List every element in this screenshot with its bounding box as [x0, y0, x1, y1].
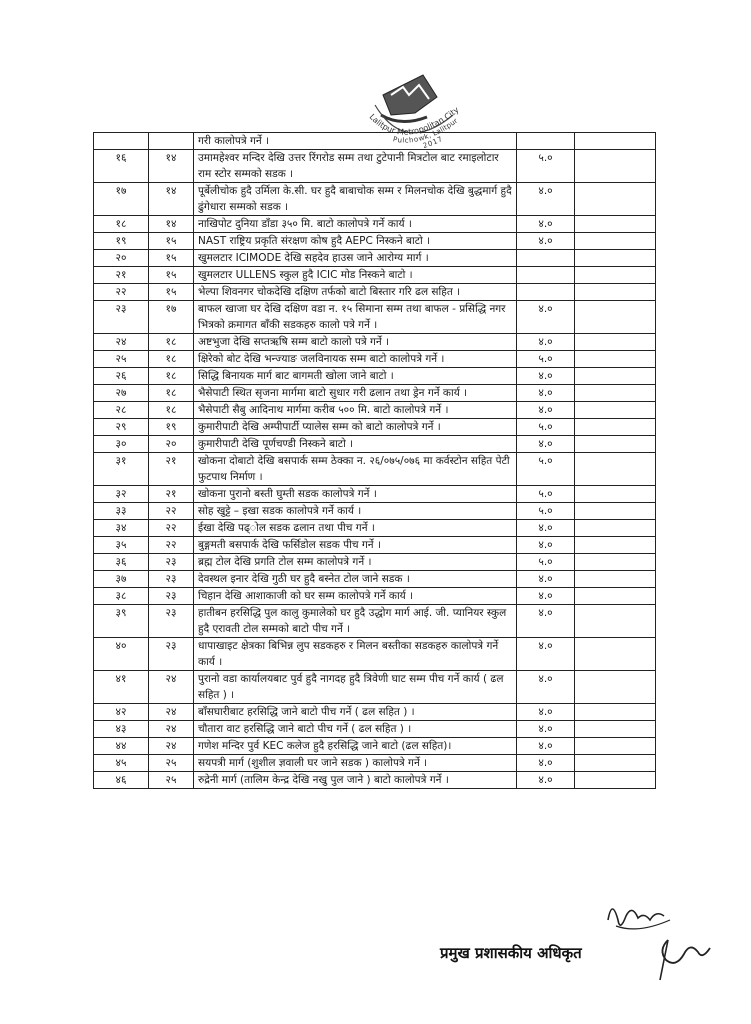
amount-cell: ४.० — [517, 571, 575, 588]
table-row — [94, 267, 656, 284]
remarks-cell — [575, 638, 656, 671]
description-cell: देवस्थल इनार देखि गुठी घर हुदै बस्नेत टोल जाने सडक । — [194, 571, 517, 588]
table-row — [94, 554, 656, 571]
description-cell: खोकना दोबाटो देखि बसपार्क सम्म ठेक्का न. २६/०७५/०७६ मा कर्वस्टोन सहित पेटी फुटपाथ निर्माण । — [194, 453, 517, 486]
description-cell: चौतारा वाट हरसिद्धि जाने बाटो पीच गर्ने ( ढल सहित ) । — [194, 721, 517, 738]
remarks-cell — [575, 368, 656, 385]
remarks-cell — [575, 520, 656, 537]
description-cell: क्षिरेको बोट देखि भन्ज्याङ जलविनायक सम्म बाटो कालोपत्रे गर्ने । — [194, 351, 517, 368]
remarks-cell — [575, 216, 656, 233]
ward-number-cell: १५ — [149, 284, 194, 301]
ward-number-cell: २४ — [149, 738, 194, 755]
remarks-cell — [575, 671, 656, 704]
description-cell: बाफल खाजा घर देखि दक्षिण वडा न. १५ सिमाना सम्म तथा बाफल - प्रसिद्धि नगर भित्रको क्रमागत बाँकी सडकहरु कालो पत्रे गर्ने । — [194, 301, 517, 334]
serial-number-cell: २९ — [94, 419, 149, 436]
table-row — [94, 755, 656, 772]
remarks-cell — [575, 402, 656, 419]
description-cell: ईखा देखि पढ्ोल सडक ढलान तथा पीच गर्ने । — [194, 520, 517, 537]
table-row — [94, 334, 656, 351]
description-cell: खोकना पुरानो बस्ती घुम्ती सडक कालोपत्रे गर्ने । — [194, 486, 517, 503]
projects-table-body — [94, 133, 656, 789]
table-row — [94, 503, 656, 520]
serial-number-cell: ३१ — [94, 453, 149, 486]
description-cell: अष्टभुजा देखि सप्तऋषि सम्म बाटो कालो पत्रे गर्ने । — [194, 334, 517, 351]
table-row — [94, 436, 656, 453]
serial-number-cell: ४० — [94, 638, 149, 671]
serial-number-cell: ३५ — [94, 537, 149, 554]
amount-cell: ४.० — [517, 721, 575, 738]
table-row — [94, 588, 656, 605]
serial-number-cell: २४ — [94, 334, 149, 351]
serial-number-cell: ३७ — [94, 571, 149, 588]
amount-cell: ४.० — [517, 233, 575, 250]
description-cell: गरी कालोपत्रे गर्ने । — [194, 133, 517, 150]
ward-number-cell: २५ — [149, 772, 194, 789]
amount-cell: ४.० — [517, 385, 575, 402]
serial-number-cell: १८ — [94, 216, 149, 233]
ward-number-cell: २३ — [149, 588, 194, 605]
amount-cell: ५.० — [517, 503, 575, 520]
amount-cell: ५.० — [517, 351, 575, 368]
remarks-cell — [575, 334, 656, 351]
ward-number-cell: २३ — [149, 605, 194, 638]
serial-number-cell — [94, 133, 149, 150]
description-cell: भेल्पा शिवनगर चोकदेखि दक्षिण तर्फको बाटो बिस्तार गरि ढल सहित । — [194, 284, 517, 301]
amount-cell: ४.० — [517, 738, 575, 755]
amount-cell: ४.० — [517, 704, 575, 721]
table-row — [94, 738, 656, 755]
serial-number-cell: ३३ — [94, 503, 149, 520]
description-cell: रुद्रेनी मार्ग (तालिम केन्द्र देखि नखु पुल जाने ) बाटो कालोपत्रे गर्ने । — [194, 772, 517, 789]
description-cell: गणेश मन्दिर पुर्व KEC कलेज हुदै हरसिद्धि जाने बाटो (ढल सहित)। — [194, 738, 517, 755]
description-cell: भैसेपाटी स्थित सृजना मार्गमा बाटो सुधार गरी ढलान तथा ड्रेन गर्ने कार्य । — [194, 385, 517, 402]
ward-number-cell: २४ — [149, 704, 194, 721]
remarks-cell — [575, 605, 656, 638]
serial-number-cell: २२ — [94, 284, 149, 301]
ward-number-cell: १८ — [149, 351, 194, 368]
amount-cell: ४.० — [517, 588, 575, 605]
serial-number-cell: ३२ — [94, 486, 149, 503]
amount-cell — [517, 284, 575, 301]
table-row — [94, 301, 656, 334]
seal-text-line: 2017 — [422, 135, 444, 150]
serial-number-cell: २० — [94, 250, 149, 267]
description-cell: पूर्बेलीचोक हुदै उर्मिला के.सी. घर हुदै बाबाचोक सम्म र मिलनचोक देखि बुद्धमार्ग हुदै ढुंगेधारा सम्मको सडक । — [194, 183, 517, 216]
remarks-cell — [575, 503, 656, 520]
description-cell: उमामहेश्वर मन्दिर देखि उत्तर रिंगरोड सम्म तथा टुटेपानी मित्रटोल बाट रमाइलोटार राम स्टोर सम्मको सडक । — [194, 150, 517, 183]
serial-number-cell: ३९ — [94, 605, 149, 638]
table-row — [94, 233, 656, 250]
ward-number-cell: २२ — [149, 520, 194, 537]
remarks-cell — [575, 486, 656, 503]
table-row — [94, 368, 656, 385]
remarks-cell — [575, 419, 656, 436]
table-row — [94, 385, 656, 402]
description-cell: बाँसघारीबाट हरसिद्धि जाने बाटो पीच गर्ने ( ढल सहित ) । — [194, 704, 517, 721]
description-cell: बुङ्गमती बसपार्क देखि फर्सिडोल सडक पीच गर्ने । — [194, 537, 517, 554]
table-row — [94, 605, 656, 638]
seal-text-line: Pulchowk, Lalitpur — [392, 116, 460, 145]
amount-cell — [517, 267, 575, 284]
remarks-cell — [575, 233, 656, 250]
ward-number-cell: २५ — [149, 755, 194, 772]
remarks-cell — [575, 284, 656, 301]
serial-number-cell: ३४ — [94, 520, 149, 537]
serial-number-cell: २३ — [94, 301, 149, 334]
description-cell: चिहान देखि आशाकाजी को घर सम्म कालोपत्रे गर्ने कार्य । — [194, 588, 517, 605]
table-row — [94, 351, 656, 368]
description-cell: हातीबन हरसिद्धि पुल कालु कुमालेको घर हुदै उद्धोग मार्ग आई. जी. प्यानियर स्कुल हुदै एरावती टोल सम्मको बाटो पीच गर्ने । — [194, 605, 517, 638]
serial-number-cell: ४४ — [94, 738, 149, 755]
amount-cell: ४.० — [517, 368, 575, 385]
ward-number-cell: २४ — [149, 671, 194, 704]
table-row — [94, 704, 656, 721]
remarks-cell — [575, 704, 656, 721]
serial-number-cell: २१ — [94, 267, 149, 284]
amount-cell — [517, 133, 575, 150]
serial-number-cell: ४६ — [94, 772, 149, 789]
description-cell: सयपत्री मार्ग (शुशील ज्ञवाली घर जाने सडक ) कालोपत्रे गर्ने । — [194, 755, 517, 772]
ward-number-cell: १५ — [149, 233, 194, 250]
serial-number-cell: १६ — [94, 150, 149, 183]
table-row — [94, 250, 656, 267]
serial-number-cell: ३८ — [94, 588, 149, 605]
remarks-cell — [575, 351, 656, 368]
remarks-cell — [575, 150, 656, 183]
table-row — [94, 721, 656, 738]
amount-cell: ४.० — [517, 772, 575, 789]
remarks-cell — [575, 301, 656, 334]
ward-number-cell: २२ — [149, 503, 194, 520]
amount-cell: ४.० — [517, 755, 575, 772]
remarks-cell — [575, 755, 656, 772]
ward-number-cell: २३ — [149, 554, 194, 571]
serial-number-cell: ४१ — [94, 671, 149, 704]
table-row — [94, 150, 656, 183]
description-cell: भैसेपाटी सैबु आदिनाथ मार्गमा करीब ५०० मि. बाटो कालोपत्रे गर्ने । — [194, 402, 517, 419]
remarks-cell — [575, 554, 656, 571]
description-cell: कुमारीपाटी देखि अम्पीपार्टी प्यालेस सम्म को बाटो कालोपत्रे गर्ने । — [194, 419, 517, 436]
ward-number-cell: २२ — [149, 537, 194, 554]
remarks-cell — [575, 453, 656, 486]
table-row — [94, 486, 656, 503]
ward-number-cell: २४ — [149, 721, 194, 738]
amount-cell: ५.० — [517, 419, 575, 436]
amount-cell: ४.० — [517, 216, 575, 233]
serial-number-cell: २६ — [94, 368, 149, 385]
table-row — [94, 216, 656, 233]
description-cell: NAST राष्ट्रिय प्रकृति संरक्षण कोष हुदै AEPC निस्कने बाटो । — [194, 233, 517, 250]
ward-number-cell: १८ — [149, 368, 194, 385]
description-cell: कुमारीपाटी देखि पूर्णचण्डी निस्कने बाटो । — [194, 436, 517, 453]
ward-number-cell: १७ — [149, 301, 194, 334]
ward-number-cell: १८ — [149, 334, 194, 351]
table-row — [94, 520, 656, 537]
remarks-cell — [575, 738, 656, 755]
table-row — [94, 133, 656, 150]
remarks-cell — [575, 183, 656, 216]
ward-number-cell: २० — [149, 436, 194, 453]
table-row — [94, 419, 656, 436]
table-row — [94, 638, 656, 671]
ward-number-cell: १५ — [149, 250, 194, 267]
description-cell: खुमलटार ICIMODE देखि सहदेव हाउस जाने आरोग्य मार्ग । — [194, 250, 517, 267]
remarks-cell — [575, 436, 656, 453]
remarks-cell — [575, 571, 656, 588]
amount-cell: ५.० — [517, 150, 575, 183]
handwritten-signature — [598, 890, 718, 990]
description-cell: सिद्धि बिनायक मार्ग बाट बागमती खोला जाने बाटो । — [194, 368, 517, 385]
remarks-cell — [575, 721, 656, 738]
serial-number-cell: १७ — [94, 183, 149, 216]
serial-number-cell: २५ — [94, 351, 149, 368]
projects-table — [93, 132, 656, 789]
seal-text-line: Lalitpur Metropolitan City — [367, 105, 461, 137]
amount-cell: ४.० — [517, 638, 575, 671]
amount-cell: ४.० — [517, 436, 575, 453]
ward-number-cell: १८ — [149, 402, 194, 419]
table-row — [94, 537, 656, 554]
amount-cell: ५.० — [517, 554, 575, 571]
amount-cell: ४.० — [517, 537, 575, 554]
amount-cell: ४.० — [517, 301, 575, 334]
ward-number-cell: २३ — [149, 638, 194, 671]
serial-number-cell: ४२ — [94, 704, 149, 721]
ward-number-cell: १५ — [149, 267, 194, 284]
amount-cell: ५.० — [517, 453, 575, 486]
serial-number-cell: ४५ — [94, 755, 149, 772]
serial-number-cell: ३६ — [94, 554, 149, 571]
ward-number-cell: १४ — [149, 216, 194, 233]
remarks-cell — [575, 250, 656, 267]
amount-cell: ४.० — [517, 334, 575, 351]
amount-cell: ४.० — [517, 520, 575, 537]
description-cell: धापाखाइट क्षेत्रका बिभिन्न लुप सडकहरु र मिलन बस्तीका सडकहरु कालोपत्रे गर्ने कार्य । — [194, 638, 517, 671]
table-row — [94, 402, 656, 419]
chief-admin-officer-title: प्रमुख प्रशासकीय अधिकृत — [440, 944, 582, 962]
remarks-cell — [575, 537, 656, 554]
serial-number-cell: ४३ — [94, 721, 149, 738]
table-row — [94, 453, 656, 486]
ward-number-cell — [149, 133, 194, 150]
ward-number-cell: १४ — [149, 183, 194, 216]
remarks-cell — [575, 588, 656, 605]
amount-cell — [517, 250, 575, 267]
remarks-cell — [575, 385, 656, 402]
description-cell: ब्रह्म टोल देखि प्रगति टोल सम्म कालोपत्रे गर्ने । — [194, 554, 517, 571]
serial-number-cell: २८ — [94, 402, 149, 419]
description-cell: नाखिपोट दुनिया डाँडा ३५० मि. बाटो कालोपत्रे गर्ने कार्य । — [194, 216, 517, 233]
table-row — [94, 571, 656, 588]
amount-cell: ४.० — [517, 183, 575, 216]
ward-number-cell: १९ — [149, 419, 194, 436]
ward-number-cell: २१ — [149, 486, 194, 503]
serial-number-cell: १९ — [94, 233, 149, 250]
amount-cell: ५.० — [517, 486, 575, 503]
table-row — [94, 284, 656, 301]
table-row — [94, 671, 656, 704]
amount-cell: ४.० — [517, 402, 575, 419]
description-cell: खुमलटार ULLENS स्कुल हुदै ICIC मोड निस्कने बाटो । — [194, 267, 517, 284]
remarks-cell — [575, 772, 656, 789]
remarks-cell — [575, 133, 656, 150]
description-cell: सोह खुट्टे – इखा सडक कालोपत्रे गर्ने कार्य । — [194, 503, 517, 520]
remarks-cell — [575, 267, 656, 284]
table-row — [94, 772, 656, 789]
ward-number-cell: २१ — [149, 453, 194, 486]
serial-number-cell: २७ — [94, 385, 149, 402]
description-cell: पुरानो वडा कार्यालयबाट पुर्व हुदै नागदह हुदै त्रिवेणी घाट सम्म पीच गर्ने कार्य ( ढल सहित ) । — [194, 671, 517, 704]
ward-number-cell: २३ — [149, 571, 194, 588]
ward-number-cell: १४ — [149, 150, 194, 183]
amount-cell: ४.० — [517, 671, 575, 704]
table-row — [94, 183, 656, 216]
amount-cell: ४.० — [517, 605, 575, 638]
ward-number-cell: १८ — [149, 385, 194, 402]
serial-number-cell: ३० — [94, 436, 149, 453]
